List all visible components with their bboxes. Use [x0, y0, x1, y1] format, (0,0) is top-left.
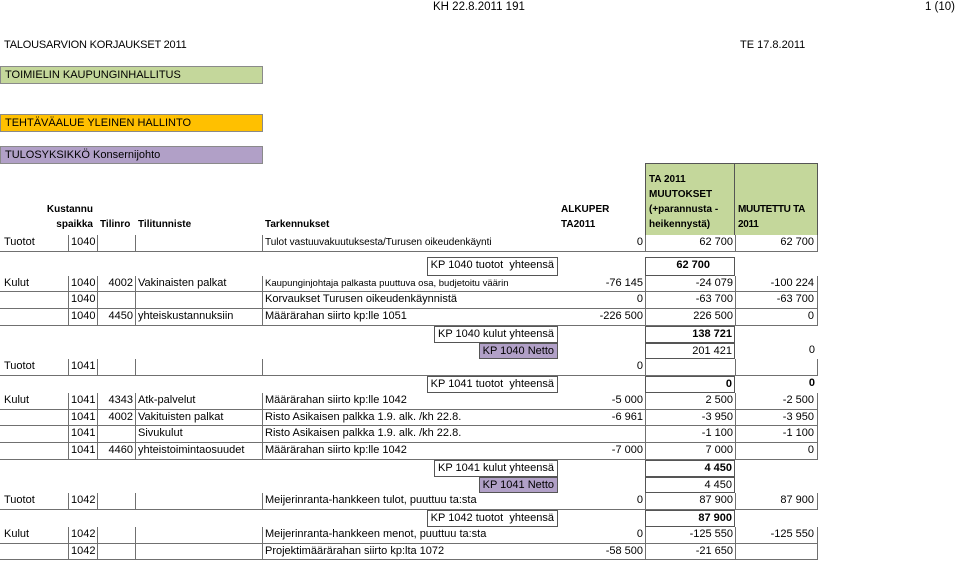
laji-cell [0, 426, 68, 443]
header-tilinro [97, 163, 135, 235]
netto-muutettu-value [735, 477, 818, 494]
empty-cell [97, 343, 135, 360]
alkuper-cell: 0 [558, 359, 645, 376]
budget-row [0, 410, 818, 427]
page-number: 1 (10) [924, 1, 955, 13]
total-label: KP 1042 tuotot yhteensä [427, 510, 558, 527]
tarkennus-cell: Kaupunginjohtaja palkasta puuttuva osa, budjetoitu väärin [262, 276, 558, 293]
kp-cell: 1042 [68, 527, 97, 544]
netto-muutos-value: 4 450 [645, 477, 735, 494]
budget-row [0, 292, 818, 309]
empty-cell [97, 326, 135, 343]
summary-label-cell [262, 326, 558, 343]
budget-row [0, 393, 818, 410]
header-alkuper-line: ALKUPER [561, 204, 610, 215]
kp-cell: 1042 [68, 493, 97, 510]
empty-cell [97, 510, 135, 527]
alkuper-cell [558, 426, 645, 443]
header-tilinro-label: Tilinro [100, 219, 131, 230]
laji-cell [0, 544, 68, 561]
muutos-cell: -3 950 [645, 410, 735, 427]
tilinro-cell: 4460 [97, 443, 135, 460]
muutettu-cell [735, 359, 818, 376]
header-muutokset [645, 163, 735, 235]
total-muutettu-value [735, 510, 818, 527]
empty-cell [68, 257, 97, 276]
kp-cell: 1041 [68, 410, 97, 427]
total-row [0, 376, 818, 393]
laji-cell: Kulut [0, 393, 68, 410]
muutettu-cell: -63 700 [735, 292, 818, 309]
tarkennus-cell: Meijerinranta-hankkeen tulot, puuttuu ta:sta [262, 493, 558, 510]
muutos-cell: -1 100 [645, 426, 735, 443]
netto-label: KP 1041 Netto [479, 477, 558, 494]
laji-cell [0, 410, 68, 427]
tarkennus-cell: Määrärahan siirto kp:lle 1042 [262, 393, 558, 410]
tilitunniste-cell: Vakituisten palkat [135, 410, 262, 427]
total-muutettu-value [735, 326, 818, 343]
total-muutos-value: 0 [645, 376, 735, 393]
muutettu-cell: 87 900 [735, 493, 818, 510]
tilitunniste-cell [135, 292, 262, 309]
alkuper-cell: 0 [558, 235, 645, 252]
laji-cell [0, 443, 68, 460]
empty-cell [0, 376, 68, 393]
alkuper-cell: -7 000 [558, 443, 645, 460]
total-row [0, 326, 818, 343]
empty-cell [97, 257, 135, 276]
laji-cell: Tuotot [0, 493, 68, 510]
muutos-cell: 62 700 [645, 235, 735, 252]
total-row [0, 252, 818, 276]
muutettu-cell: 62 700 [735, 235, 818, 252]
empty-cell [135, 326, 262, 343]
empty-cell [558, 460, 645, 477]
kp-cell: 1041 [68, 426, 97, 443]
empty-cell [135, 477, 262, 494]
tarkennus-cell: Korvaukset Turusen oikeudenkäynnistä [262, 292, 558, 309]
budget-table-body [0, 235, 818, 560]
tilinro-cell [97, 235, 135, 252]
laji-cell: Tuotot [0, 235, 68, 252]
tilinro-cell [97, 426, 135, 443]
header-tilitunniste-label: Tilitunniste [138, 219, 192, 230]
empty-cell [135, 510, 262, 527]
muutettu-cell: 0 [735, 309, 818, 326]
header-muutokset-line: MUUTOKSET [649, 189, 713, 200]
tilitunniste-cell [135, 493, 262, 510]
muutos-cell: 87 900 [645, 493, 735, 510]
alkuper-cell: -6 961 [558, 410, 645, 427]
muutettu-cell: -3 950 [735, 410, 818, 427]
kp-cell: 1041 [68, 359, 97, 376]
muutos-cell: 7 000 [645, 443, 735, 460]
kp-cell: 1042 [68, 544, 97, 561]
tilitunniste-cell: yhteiskustannuksiin [135, 309, 262, 326]
summary-label-cell [262, 257, 558, 276]
tarkennus-cell [262, 359, 558, 376]
total-muutettu-value: 0 [808, 377, 815, 390]
empty-cell [68, 343, 97, 360]
tarkennus-cell: Projektimäärärahan siirto kp:lta 1072 [262, 544, 558, 561]
total-muutettu-value [735, 460, 818, 477]
tarkennus-cell: Määrärahan siirto kp:lle 1051 [262, 309, 558, 326]
muutettu-cell: -100 224 [735, 276, 818, 293]
alkuper-cell: 0 [558, 527, 645, 544]
header-muutokset-line: heikennystä) [649, 219, 711, 230]
empty-cell [558, 326, 645, 343]
alkuper-cell: 0 [558, 493, 645, 510]
header-muutettu [735, 163, 818, 235]
tilitunniste-cell: yhteistoimintaosuudet [135, 443, 262, 460]
tilinro-cell [97, 544, 135, 561]
header-tarkennukset-label: Tarkennukset [265, 219, 330, 230]
tilinro-cell: 4450 [97, 309, 135, 326]
empty-cell [135, 376, 262, 393]
empty-cell [558, 376, 645, 393]
alkuper-cell: 0 [558, 292, 645, 309]
kp-cell: 1040 [68, 292, 97, 309]
total-muutettu-value [735, 257, 818, 276]
kp-cell: 1041 [68, 393, 97, 410]
kp-cell: 1041 [68, 443, 97, 460]
total-row [0, 510, 818, 527]
tulosyksikko-bar: TULOSYKSIKKÖ Konsernijohto [0, 146, 263, 164]
kp-cell: 1040 [68, 276, 97, 293]
muutettu-cell: -1 100 [735, 426, 818, 443]
empty-cell [0, 257, 68, 276]
tilitunniste-cell [135, 235, 262, 252]
empty-cell [558, 510, 645, 527]
netto-label: KP 1040 Netto [479, 343, 558, 360]
muutettu-cell: -2 500 [735, 393, 818, 410]
empty-cell [0, 460, 68, 477]
tilinro-cell [97, 527, 135, 544]
summary-label-cell [262, 460, 558, 477]
empty-cell [0, 326, 68, 343]
muutettu-cell: 0 [735, 443, 818, 460]
empty-cell [0, 510, 68, 527]
summary-label-cell [262, 343, 558, 360]
summary-label-cell [262, 510, 558, 527]
header-kustannuspaikka [0, 163, 97, 235]
budget-row [0, 544, 818, 561]
budget-row [0, 443, 818, 460]
empty-cell [135, 257, 262, 276]
total-label: KP 1041 kulut yhteensä [434, 460, 558, 477]
tilitunniste-cell: Sivukulut [135, 426, 262, 443]
empty-cell [97, 376, 135, 393]
table-header [0, 163, 818, 235]
tilitunniste-cell [135, 544, 262, 561]
netto-row [0, 343, 818, 360]
header-tilitunniste [135, 163, 262, 235]
budget-row [0, 493, 818, 510]
empty-cell [68, 510, 97, 527]
tilinro-cell [97, 292, 135, 309]
netto-muutettu-value: 0 [808, 343, 815, 356]
tilinro-cell: 4002 [97, 410, 135, 427]
laji-cell [0, 292, 68, 309]
header-muutettu-line: 2011 [738, 219, 759, 230]
header-muutokset-line: (+parannusta - [649, 204, 719, 215]
budget-row [0, 359, 818, 376]
toimielin-bar: TOIMIELIN KAUPUNGINHALLITUS [0, 66, 263, 84]
muutettu-cell [735, 544, 818, 561]
tarkennus-cell: Risto Asikaisen palkka 1.9. alk. /kh 22.8. [262, 410, 558, 427]
document-title: TALOUSARVION KORJAUKSET 2011 [4, 39, 187, 51]
muutos-cell: -21 650 [645, 544, 735, 561]
empty-cell [68, 477, 97, 494]
total-muutos-value: 87 900 [645, 510, 735, 527]
empty-cell [135, 343, 262, 360]
total-muutos-value: 138 721 [645, 326, 735, 343]
header-alkuper [558, 163, 645, 235]
empty-cell [97, 460, 135, 477]
tehtavaalue-bar: TEHTÄVÄALUE YLEINEN HALLINTO [0, 114, 263, 132]
empty-cell [135, 460, 262, 477]
muutos-cell [645, 359, 735, 376]
laji-cell [0, 309, 68, 326]
tilinro-cell [97, 359, 135, 376]
laji-cell: Tuotot [0, 359, 68, 376]
header-kustannuspaikka-line: spaikka [56, 219, 93, 230]
header-muutettu-line: MUUTETTU TA [738, 204, 806, 215]
budget-row [0, 527, 818, 544]
kp-cell: 1040 [68, 235, 97, 252]
tilinro-cell: 4002 [97, 276, 135, 293]
empty-cell [68, 460, 97, 477]
muutos-cell: -63 700 [645, 292, 735, 309]
budget-row [0, 276, 818, 293]
empty-cell [97, 477, 135, 494]
kp-cell: 1040 [68, 309, 97, 326]
muutos-cell: -125 550 [645, 527, 735, 544]
empty-cell [558, 477, 645, 494]
tilitunniste-cell [135, 359, 262, 376]
alkuper-cell: -226 500 [558, 309, 645, 326]
tarkennus-cell: Määrärahan siirto kp:lle 1042 [262, 443, 558, 460]
empty-cell [558, 257, 645, 276]
budget-row [0, 426, 818, 443]
total-label: KP 1040 tuotot yhteensä [427, 257, 558, 276]
tarkennus-cell: Tulot vastuuvakuutuksesta/Turusen oikeudenkäynti [262, 235, 558, 252]
budget-row [0, 309, 818, 326]
tarkennus-cell: Risto Asikaisen palkka 1.9. alk. /kh 22.8. [262, 426, 558, 443]
tilitunniste-cell [135, 527, 262, 544]
summary-label-cell [262, 477, 558, 494]
tilitunniste-cell: Atk-palvelut [135, 393, 262, 410]
empty-cell [68, 376, 97, 393]
netto-muutos-value: 201 421 [645, 343, 735, 360]
tilitunniste-cell: Vakinaisten palkat [135, 276, 262, 293]
header-muutokset-line: TA 2011 [649, 174, 686, 185]
empty-cell [0, 343, 68, 360]
muutos-cell: 2 500 [645, 393, 735, 410]
empty-cell [558, 343, 645, 360]
total-muutos-value: 4 450 [645, 460, 735, 477]
te-date: TE 17.8.2011 [740, 39, 806, 51]
alkuper-cell: -5 000 [558, 393, 645, 410]
tilinro-cell: 4343 [97, 393, 135, 410]
muutettu-cell: -125 550 [735, 527, 818, 544]
budget-row [0, 235, 818, 252]
header-kustannuspaikka-line: Kustannu [46, 204, 93, 215]
tarkennus-cell: Meijerinranta-hankkeen menot, puuttuu ta:sta [262, 527, 558, 544]
muutos-cell: 226 500 [645, 309, 735, 326]
tilinro-cell [97, 493, 135, 510]
alkuper-cell: -76 145 [558, 276, 645, 293]
total-muutos-value: 62 700 [645, 257, 735, 276]
laji-cell: Kulut [0, 527, 68, 544]
header-tarkennukset [262, 163, 558, 235]
muutos-cell: -24 079 [645, 276, 735, 293]
alkuper-cell: -58 500 [558, 544, 645, 561]
header-alkuper-line: TA2011 [561, 219, 596, 230]
empty-cell [0, 477, 68, 494]
total-row [0, 460, 818, 477]
netto-row [0, 477, 818, 494]
meeting-reference: KH 22.8.2011 191 [433, 1, 525, 13]
laji-cell: Kulut [0, 276, 68, 293]
empty-cell [68, 326, 97, 343]
total-label: KP 1040 kulut yhteensä [434, 326, 558, 343]
total-label: KP 1041 tuotot yhteensä [427, 376, 558, 393]
summary-label-cell [262, 376, 558, 393]
